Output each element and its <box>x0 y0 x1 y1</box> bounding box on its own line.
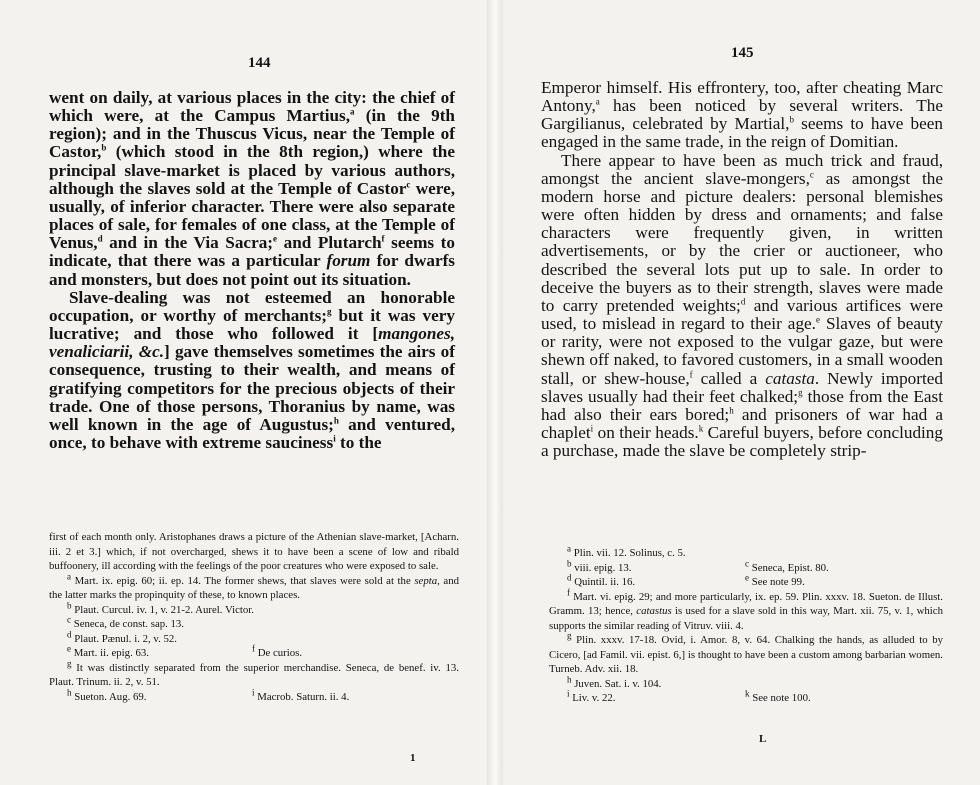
footnote-reference: i <box>590 423 594 434</box>
footnote-marker: f <box>567 586 570 597</box>
footnote-marker: d <box>67 628 72 639</box>
footnote-reference: d <box>740 296 746 307</box>
italic-text: mangones, venaliciarii, &c. <box>49 324 455 362</box>
footnote-marker: i <box>252 686 255 697</box>
right-page <box>503 0 980 785</box>
footnote-rows <box>49 599 459 661</box>
footnote-reference: b <box>101 142 107 153</box>
footnote: $^i$ Macrob. Saturn. ii. 4. <box>252 686 350 703</box>
page-number: 144 <box>248 55 271 71</box>
footnote-marker: d <box>567 572 572 583</box>
footnote-rows <box>49 686 459 705</box>
footnote: $^e$ Mart. ii. epig. 63. <box>67 643 149 659</box>
body-paragraph: Slave-dealing was not esteemed an honorable occupation, or worthy of merchants;$^g$ but it was very lucrative; and those who followed it [mangones, venaliciarii, &c.] gave themselves sometimes the airs of consequence, trusting to their wealth, and means of gratifying competitors for the precious objects of their trade. One of those persons, Thoranius by name, was well known in the age of Augustus;$^h$ and ventured, once, to behave with extreme sauciness$^i$ to the <box>49 287 455 452</box>
footnote-marker: c <box>67 614 71 625</box>
footnote: $^d$ Quintil. ii. 16. <box>567 572 636 588</box>
footnote: $^b$ viii. epig. 13. <box>567 557 632 574</box>
footnote: $^b$ Plaut. Curcul. iv. 1, v. 21-2. Aurel. Victor. <box>67 599 254 616</box>
body-paragraph: There appear to have been as much trick and fraud, amongst the ancient slave-mongers,$^c$ as amongst the modern horse and picture dealers: personal blemishes were often hidden by dress and ornaments; and false characters were frequently given, in written advertisements, or by the crier or auctioneer, who described the several lots put up to sale. In order to deceive the buyers as to their strength, slaves were made to carry pretended weights;$^d$ and various artifices were used, to mislead in regard to their age.$^e$ Slaves of beauty or rarity, were not exposed to the vulgar gaze, but were shewn off naked, to favored customers, in a small wooden stall, or shew-house,$^f$ called a catasta. Newly imported slaves usually had their feet chalked;$^g$ those from the East had also their ears bored;$^h$ and prisoners of war had a chaplet$^i$ on their heads.$^k$ Careful buyers, before concluding a purchase, made the slave be completely strip- <box>541 150 944 461</box>
footnote-marker: h <box>567 673 572 684</box>
footnote-reference: b <box>789 114 794 125</box>
footnote: $^h$ Juven. Sat. i. v. 104. <box>567 673 662 690</box>
footnote: $^e$ See note 99. <box>745 572 805 588</box>
footnote-marker: h <box>67 686 72 697</box>
footnote-marker: g <box>67 657 72 668</box>
footnote-rows <box>549 543 943 590</box>
body-text <box>541 79 943 460</box>
footnote: $^k$ See note 100. <box>745 688 811 704</box>
footnote-row <box>549 572 943 590</box>
footnote-reference: e <box>273 233 278 244</box>
body-paragraph: went on daily, at various places in the city: the chief of which were, at the Campus Martius,$^a$ (in the 9th region); and in the Thuscus Vicus, near the Temple of Castor,$^b$ (which stood in the 8th region,) where the principal slave-market is placed by various authors, although the slaves sold at the Temple of Castor$^c$ were, usually, of inferior character. There were also separate places of sale, for females of one class, at the Temple of Venus,$^d$ and in the Via Sacra;$^e$ and Plutarch$^f$ seems to indicate, that there was a particular forum for dwarfs and monsters, but does not point out its situation. <box>49 88 455 289</box>
book-gutter <box>487 0 503 785</box>
footnote-reference: i <box>333 433 336 444</box>
footnote-marker: e <box>67 643 71 654</box>
footnote-reference: g <box>798 386 803 397</box>
footnote: $^a$ Plin. vii. 12. Solinus, c. 5. <box>567 543 686 559</box>
footnote: $^c$ Seneca, de const. sap. 13. <box>67 614 185 630</box>
footnote-reference: f <box>381 233 385 244</box>
footnote-marker: k <box>745 688 750 699</box>
footnote-reference: h <box>729 405 734 416</box>
footnote-row <box>549 688 943 706</box>
body-text <box>49 89 455 452</box>
footnote: $^f$ De curios. <box>252 643 303 659</box>
footnote-reference: a <box>350 106 355 117</box>
footnote-reference: c <box>809 169 814 180</box>
footnote-marker: b <box>67 599 72 610</box>
footnote-marker: i <box>567 688 570 699</box>
italic-text: catasta <box>765 368 815 388</box>
footnote: $^h$ Sueton. Aug. 69. <box>67 686 147 703</box>
signature-mark: L <box>759 733 767 745</box>
footnotes <box>549 543 943 706</box>
italic-text: catastus <box>636 605 672 617</box>
footnote: $^g$ Plin. xxxv. 17-18. Ovid, i. Amor. 8, v. 64. Chalking the hands, as alluded to by Cicero, [ad Famil. vii. epist. 6,] is thought to have been a custom among barbarian women. Turneb. Adv. xii. 18. <box>549 630 943 675</box>
footnote: $^i$ Liv. v. 22. <box>567 688 616 704</box>
footnote-marker: b <box>567 557 572 568</box>
footnote-reference: c <box>406 179 411 190</box>
footnote: first of each month only. Aristophanes draws a picture of the Athenian slave-market, [Acharn. iii. 2 et 3.] which, if not overcharged, shews it to have been a scene of low and ribald buffoonery, ill according with the feelings of the poor creatures who were exposed to sale. <box>49 531 459 572</box>
footnote-reference: a <box>595 96 600 107</box>
footnote-reference: d <box>97 233 103 244</box>
footnote-row <box>49 599 459 618</box>
footnote: $^a$ Mart. ix. epig. 60; ii. ep. 14. The former shews, that slaves were sold at the septa, and the latter marks the propinquity of these, to known places. <box>49 570 459 601</box>
footnote: $^g$ It was distinctly separated from the superior merchandise. Seneca, de benef. iv. 13. Plaut. Trinum. ii. 2, v. 51. <box>49 657 459 688</box>
signature-mark: 1 <box>410 752 416 764</box>
footnote-rows <box>549 688 943 706</box>
left-page <box>0 0 487 785</box>
footnote-reference: e <box>815 314 820 325</box>
footnote-marker: g <box>567 630 572 641</box>
body-paragraph: Emperor himself. His effrontery, too, after cheating Marc Antony,$^a$ has been noticed by several writers. The Gargilianus, celebrated by Martial,$^b$ seems to have been engaged in the same trade, in the reign of Domitian. <box>541 78 944 152</box>
footnote-marker: a <box>67 570 71 581</box>
footnote-row <box>49 643 459 661</box>
footnote-row <box>49 686 459 705</box>
footnote-marker: c <box>745 557 749 568</box>
footnote-marker: f <box>252 643 255 654</box>
footnote-marker: a <box>567 543 571 554</box>
italic-text: forum <box>326 251 371 271</box>
footnote-marker: e <box>745 572 749 583</box>
footnote-row <box>49 614 459 632</box>
footnote-reference: f <box>689 368 693 379</box>
page-number: 145 <box>731 45 754 61</box>
footnote: $^f$ Mart. vi. epig. 29; and more particularly, ix. ep. 59. Plin. xxxv. 18. Sueton. de Illust. Gramm. 13; hence, catastus is used for a slave sold in this way, Mart. xii. 75, v. 1, which supports the similar reading of Vitruv. viii. 4. <box>549 586 943 632</box>
footnote-reference: h <box>333 415 339 426</box>
footnotes <box>49 530 459 704</box>
footnote: $^c$ Seneca, Epist. 80. <box>745 557 829 574</box>
footnote-reference: g <box>327 306 332 317</box>
footnote-reference: k <box>698 423 704 434</box>
footnote: $^d$ Plaut. Pænul. i. 2, v. 52. <box>67 628 177 645</box>
italic-text: septa <box>414 574 438 587</box>
